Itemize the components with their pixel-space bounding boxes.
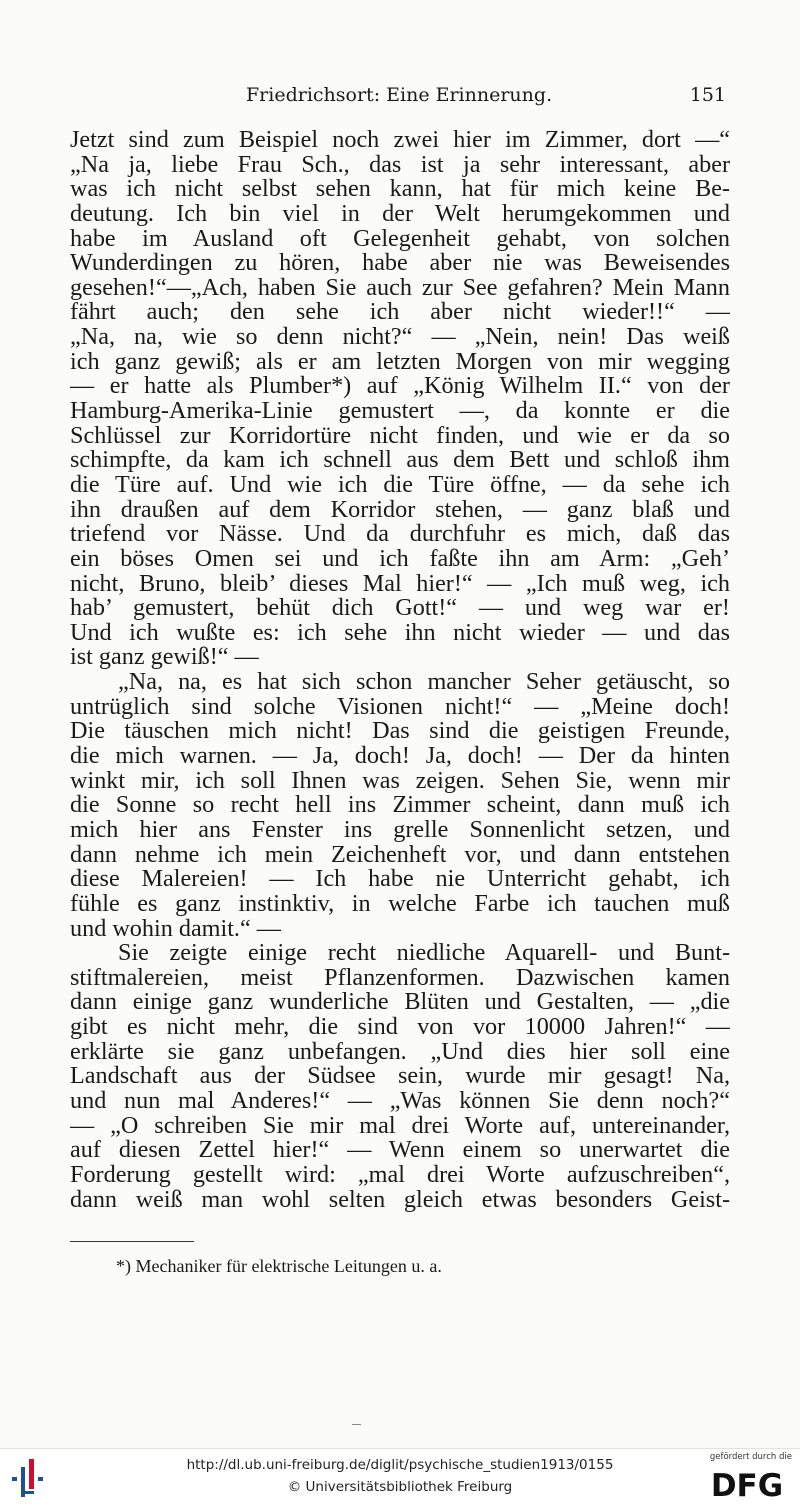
text-line: Jetzt sind zum Beispiel noch zwei hier im Zimmer, dort —“ (70, 128, 730, 153)
text-line: habe im Ausland oft Gelegenheit gehabt, von solchen (70, 226, 730, 252)
text-line: und wohin damit.“ — (70, 916, 281, 942)
text-line: hab’ gemustert, behüt dich Gott!“ — und weg war er! (70, 596, 730, 621)
dfg-tagline: gefördert durch die (709, 1452, 792, 1462)
text-line: die mich warnen. — Ja, doch! Ja, doch! — Der da hinten (70, 744, 730, 769)
text-line: — er hatte als Plumber*) auf „König Wilhelm II.“ von der (70, 374, 730, 400)
text-line: Wunderdingen zu hören, habe aber nie was Beweisendes (70, 251, 730, 276)
footnote: *) Mechaniker für elektrische Leitungen u. a. (116, 1256, 442, 1276)
copyright-notice: © Universitätsbibliothek Freiburg (287, 1479, 513, 1495)
text-line: Sie zeigte einige recht niedliche Aquarell- und Bunt- (118, 941, 730, 966)
text-line: diese Malereien! — Ich habe nie Unterricht gehabt, ich (70, 867, 730, 892)
text-line: winkt mir, ich soll Ihnen was zeigen. Sehen Sie, wenn mir (70, 768, 730, 794)
text-line: mich hier ans Fenster ins grelle Sonnenlicht setzen, und (70, 817, 730, 843)
text-line: Landschaft aus der Südsee sein, wurde mir gesagt! Na, (70, 1064, 730, 1089)
body-text (70, 128, 730, 1212)
text-line: ich ganz gewiß; als er am letzten Morgen von mir wegging (70, 349, 730, 375)
dfg-badge (698, 1452, 792, 1502)
text-line: und nun mal Anderes!“ — „Was können Sie denn noch?“ (70, 1088, 730, 1114)
text-line: auf diesen Zettel hier!“ — Wenn einem so unerwartet die (70, 1138, 730, 1163)
viewer-footer (0, 1448, 800, 1505)
text-line: dann weiß man wohl selten gleich etwas besonders Geist- (70, 1187, 730, 1213)
page-bottom-mark (352, 1424, 361, 1425)
running-head (70, 84, 730, 112)
text-line: ihn draußen auf dem Korridor stehen, — ganz blaß und (70, 497, 730, 523)
text-line: deutung. Ich bin viel in der Welt herumgekommen und (70, 201, 730, 227)
text-line: dann einige ganz wunderliche Blüten und Gestalten, — „die (70, 990, 730, 1016)
document-url[interactable]: http://dl.ub.uni-freiburg.de/diglit/psychische_studien1913/0155 (186, 1457, 614, 1473)
text-line: gibt es nicht mehr, die sind von vor 10000 Jahren!“ — (70, 1015, 730, 1040)
text-line: Schlüssel zur Korridortüre nicht finden, und wie er da so (70, 423, 730, 449)
text-line: gesehen!“—„Ach, haben Sie auch zur See gefahren? Mein Mann (70, 275, 730, 301)
text-line: „Na, na, wie so denn nicht?“ — „Nein, nein! Das weiß (70, 325, 730, 350)
running-title: Friedrichsort: Eine Erinnerung. (246, 84, 553, 106)
text-line: Forderung gestellt wird: „mal drei Worte aufzuschreiben“, (70, 1162, 730, 1188)
text-line: die Türe auf. Und wie ich die Türe öffne, — da sehe ich (70, 472, 730, 498)
dfg-logo-icon (704, 1466, 790, 1500)
page-number: 151 (689, 84, 726, 106)
text-line: dann nehme ich mein Zeichenheft vor, und dann entstehen (70, 842, 730, 868)
text-line: nicht, Bruno, bleib’ dieses Mal hier!“ — „Ich muß weg, ich (70, 571, 730, 597)
text-line: Die täuschen mich nicht! Das sind die geistigen Freunde, (70, 719, 730, 745)
text-line: „Na ja, liebe Frau Sch., das ist ja sehr interessant, aber (70, 152, 730, 178)
text-line: die Sonne so recht hell ins Zimmer scheint, dann muß ich (70, 793, 730, 818)
text-line: was ich nicht selbst sehen kann, hat für mich keine Be- (70, 177, 730, 202)
text-line: Hamburg-Amerika-Linie gemustert —, da konnte er die (70, 399, 730, 424)
text-line: schimpfte, da kam ich schnell aus dem Bett und schloß ihm (70, 448, 730, 473)
text-line: ein böses Omen sei und ich faßte ihn am Arm: „Geh’ (70, 546, 730, 572)
text-line: erklärte sie ganz unbefangen. „Und dies hier soll eine (70, 1039, 730, 1065)
text-line: fährt auch; den sehe ich aber nicht wieder!!“ — (70, 300, 730, 326)
text-line: stiftmalereien, meist Pflanzenformen. Dazwischen kamen (70, 965, 730, 991)
text-line: Und ich wußte es: ich sehe ihn nicht wieder — und das (70, 620, 730, 646)
text-line: untrüglich sind solche Visionen nicht!“ — „Meine doch! (70, 694, 730, 720)
text-line: „Na, na, es hat sich schon mancher Seher getäuscht, so (118, 670, 730, 695)
text-line: triefend vor Nässe. Und da durchfuhr es mich, daß das (70, 522, 730, 547)
text-line: — „O schreiben Sie mir mal drei Worte auf, untereinander, (70, 1113, 730, 1139)
text-line: ist ganz gewiß!“ — (70, 645, 259, 671)
dfg-logo-text: DFG (710, 1468, 784, 1500)
text-line: fühle es ganz instinktiv, in welche Farbe ich tauchen muß (70, 891, 730, 917)
footnote-divider (70, 1241, 194, 1242)
